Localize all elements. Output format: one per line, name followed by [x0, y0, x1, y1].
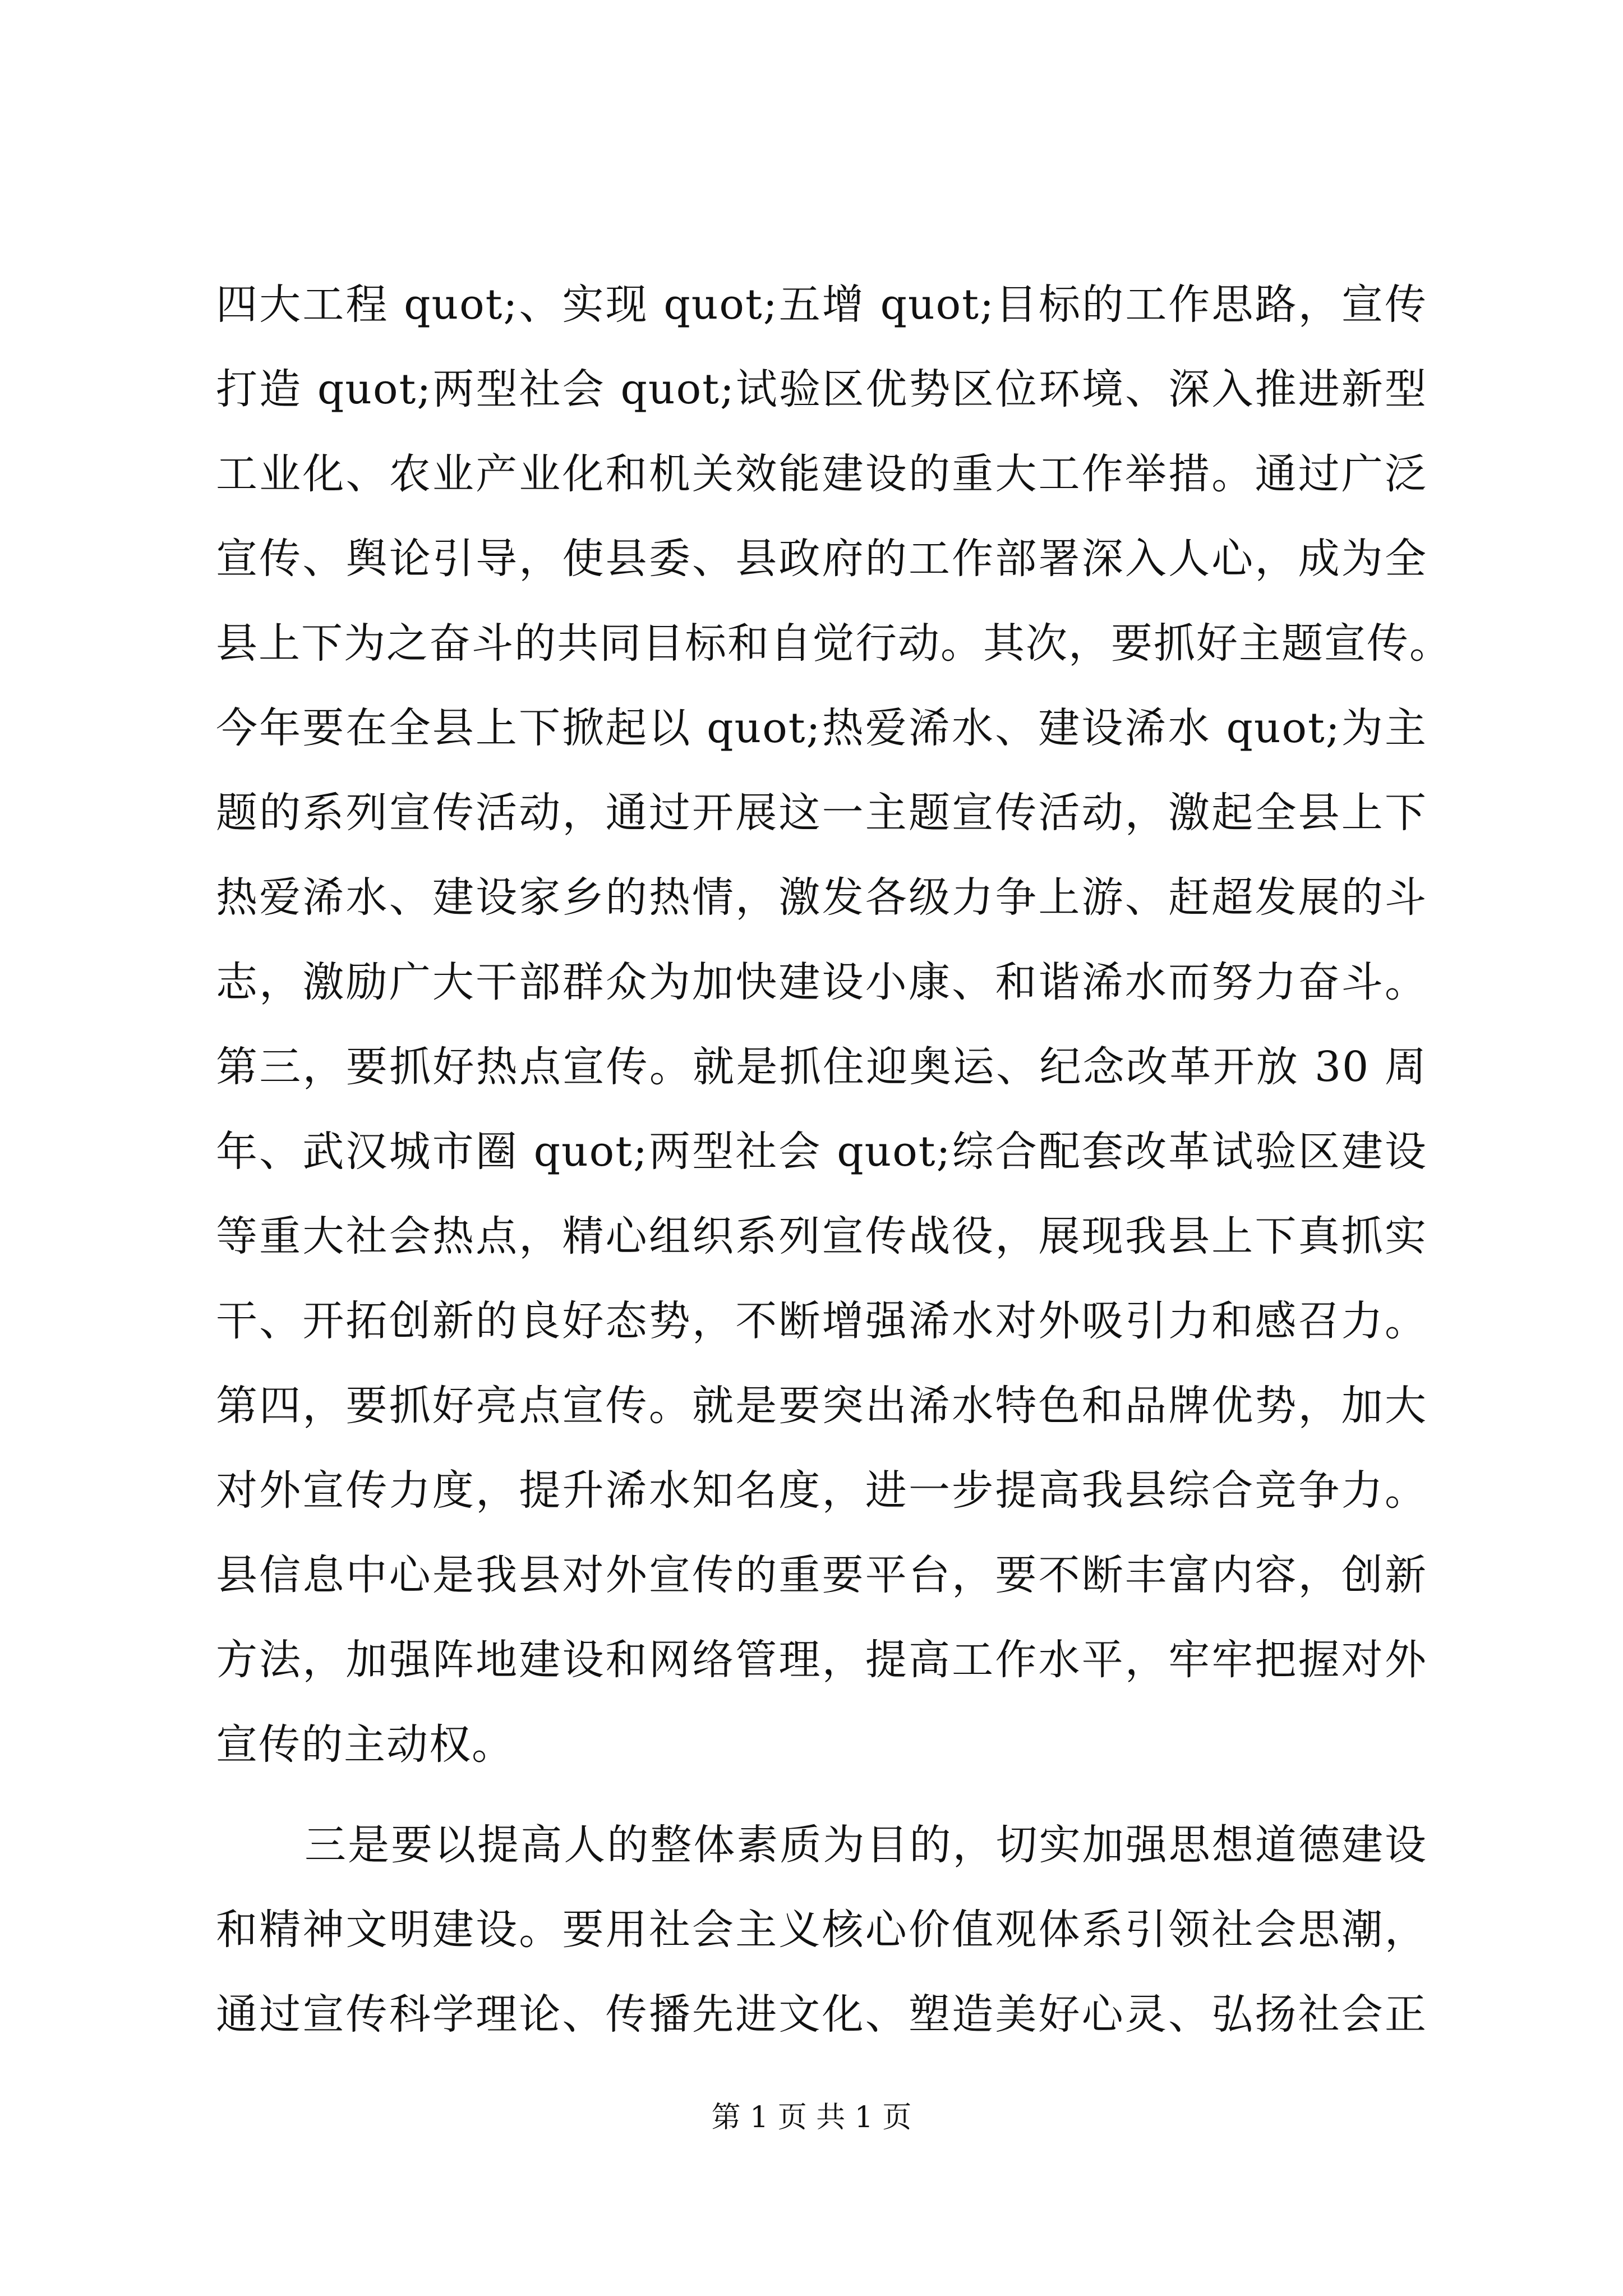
text-line: 县信息中心是我县对外宣传的重要平台，要不断丰富内容，创新: [216, 1551, 1427, 1599]
text-line: 通过宣传科学理论、传播先进文化、塑造美好心灵、弘扬社会正: [216, 1990, 1427, 2039]
text-line: 对外宣传力度，提升浠水知名度，进一步提高我县综合竞争力。: [216, 1466, 1427, 1515]
text-line: 三是要以提高人的整体素质为目的，切实加强思想道德建设: [305, 1821, 1427, 1869]
text-line: 工业化、农业产业化和机关效能建设的重大工作举措。通过广泛: [216, 450, 1427, 498]
text-line: 志，激励广大干部群众为加快建设小康、和谐浠水而努力奋斗。: [216, 958, 1427, 1006]
text-line: 宣传、舆论引导，使县委、县政府的工作部署深入人心，成为全: [216, 535, 1427, 583]
text-line: 打造 quot;两型社会 quot;试验区优势区位环境、深入推进新型: [216, 365, 1427, 413]
text-line: 第四，要抓好亮点宣传。就是要突出浠水特色和品牌优势，加大: [216, 1382, 1427, 1430]
text-line: 方法，加强阵地建设和网络管理，提高工作水平，牢牢把握对外: [216, 1636, 1427, 1684]
page-footer: 第 1 页 共 1 页: [711, 2101, 912, 2134]
text-line: 年、武汉城市圈 quot;两型社会 quot;综合配套改革试验区建设: [216, 1128, 1427, 1176]
text-line: 和精神文明建设。要用社会主义核心价值观体系引领社会思潮，: [216, 1906, 1427, 1954]
text-line: 今年要在全县上下掀起以 quot;热爱浠水、建设浠水 quot;为主: [216, 704, 1427, 752]
text-line: 题的系列宣传活动，通过开展这一主题宣传活动，激起全县上下: [216, 789, 1427, 837]
text-line: 干、开拓创新的良好态势，不断增强浠水对外吸引力和感召力。: [216, 1297, 1427, 1345]
paragraph-gap: [216, 1787, 1427, 1803]
text-line: 四大工程 quot;、实现 quot;五增 quot;目标的工作思路，宣传: [216, 280, 1427, 329]
text-line: 县上下为之奋斗的共同目标和自觉行动。其次，要抓好主题宣传。: [216, 619, 1452, 668]
text-line: 第三，要抓好热点宣传。就是抓住迎奥运、纪念改革开放 30 周: [216, 1043, 1427, 1091]
text-line: 宣传的主动权。: [216, 1720, 514, 1769]
text-line: 等重大社会热点，精心组织系列宣传战役，展现我县上下真抓实: [216, 1212, 1427, 1260]
body-text: [216, 263, 1452, 2057]
text-line: 热爱浠水、建设家乡的热情，激发各级力争上游、赶超发展的斗: [216, 873, 1427, 922]
